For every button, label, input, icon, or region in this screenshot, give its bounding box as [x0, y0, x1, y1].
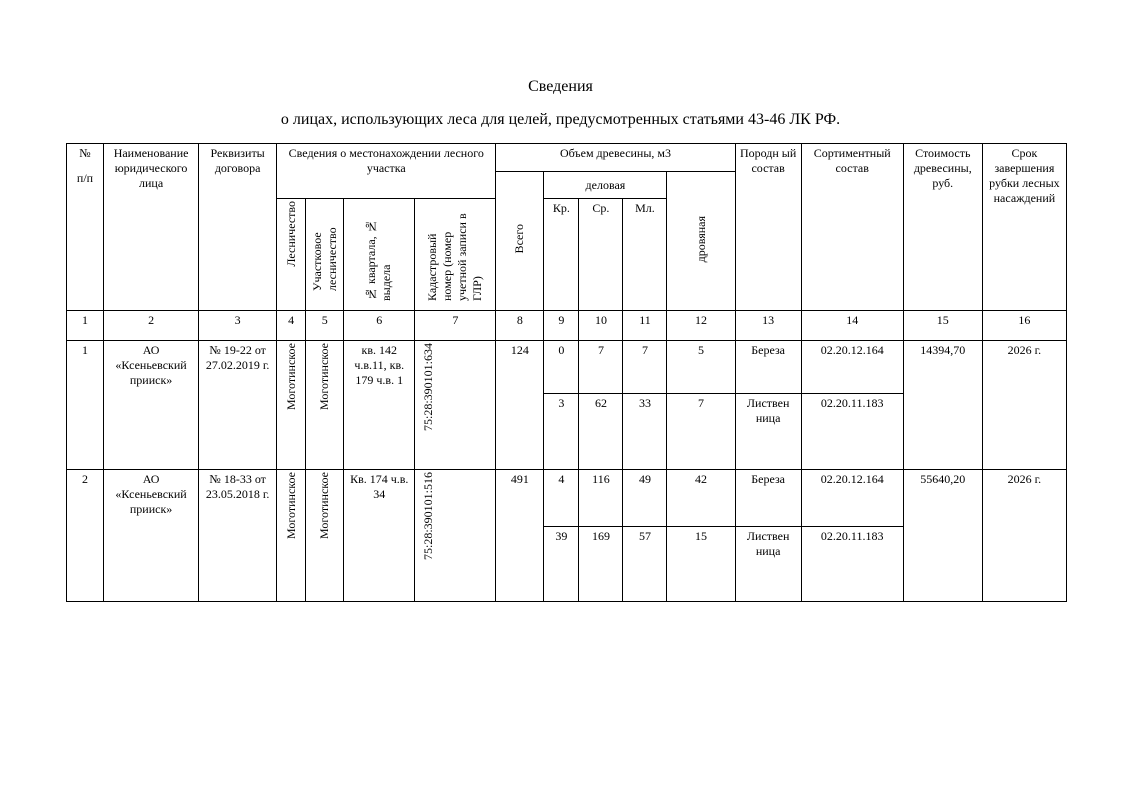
column-number: 2	[104, 311, 199, 341]
header-medium: Ср.	[579, 199, 623, 311]
column-number: 7	[415, 311, 496, 341]
header-quarter-label: № квартала, № выдела	[364, 219, 394, 301]
row-large: 4	[544, 470, 579, 527]
header-large: Кр.	[544, 199, 579, 311]
row-cadastral	[415, 341, 496, 470]
header-business: деловая	[544, 172, 667, 199]
row-cost: 55640,20	[903, 470, 982, 602]
column-number: 3	[199, 311, 277, 341]
row-species: Береза	[735, 470, 801, 527]
forest-users-table	[66, 143, 1067, 602]
row-forestry	[277, 341, 306, 470]
column-number: 4	[277, 311, 306, 341]
row-firewood: 15	[667, 527, 735, 602]
column-number: 9	[544, 311, 579, 341]
row-cost: 14394,70	[903, 341, 982, 470]
row-district	[306, 470, 344, 602]
column-number: 6	[344, 311, 415, 341]
column-number: 13	[735, 311, 801, 341]
header-firewood-label: дровяная	[693, 215, 708, 263]
row-small: 7	[623, 341, 667, 394]
row-deadline: 2026 г.	[982, 341, 1066, 470]
table-row	[67, 470, 1067, 527]
column-numbers-row	[67, 311, 1067, 341]
row-num: 1	[67, 341, 104, 470]
column-number: 14	[801, 311, 903, 341]
row-deadline: 2026 г.	[982, 470, 1066, 602]
row-district	[306, 341, 344, 470]
header-cost: Стоимость древесины, руб.	[903, 144, 982, 311]
column-number: 16	[982, 311, 1066, 341]
row-num: 2	[67, 470, 104, 602]
header-row-1	[67, 144, 1067, 172]
table-row	[67, 341, 1067, 394]
header-contract: Реквизиты договора	[199, 144, 277, 311]
column-number: 15	[903, 311, 982, 341]
header-district-label: Участковое лесничество	[309, 227, 339, 291]
row-cadastral-text: 75:28:390101:516	[421, 472, 436, 561]
header-num-sub: п/п	[76, 171, 94, 185]
column-number: 8	[496, 311, 544, 341]
row-large: 39	[544, 527, 579, 602]
row-district-text: Моготинское	[317, 472, 332, 539]
header-deadline: Срок завершения рубки лесных насаждений	[982, 144, 1066, 311]
column-number: 12	[667, 311, 735, 341]
row-firewood: 42	[667, 470, 735, 527]
row-name: АО «Ксеньевский прииск»	[104, 470, 199, 602]
row-forestry-text: Моготинское	[283, 472, 298, 539]
row-total: 491	[496, 470, 544, 602]
row-firewood: 7	[667, 394, 735, 470]
row-small: 57	[623, 527, 667, 602]
row-small: 49	[623, 470, 667, 527]
row-forestry	[277, 470, 306, 602]
column-number: 11	[623, 311, 667, 341]
row-quarter: Кв. 174 ч.в. 34	[344, 470, 415, 602]
row-contract: № 19-22 от 27.02.2019 г.	[199, 341, 277, 470]
header-district	[306, 199, 344, 311]
row-medium: 62	[579, 394, 623, 470]
header-num	[67, 144, 104, 311]
header-quarter	[344, 199, 415, 311]
header-assortment: Сортиментный состав	[801, 144, 903, 311]
header-total	[496, 172, 544, 311]
row-medium: 116	[579, 470, 623, 527]
row-contract: № 18-33 от 23.05.2018 г.	[199, 470, 277, 602]
row-assortment: 02.20.12.164	[801, 470, 903, 527]
header-firewood	[667, 172, 735, 311]
header-forestry-label: Лесничество	[283, 201, 298, 267]
header-forestry	[277, 199, 306, 311]
row-medium: 169	[579, 527, 623, 602]
row-species: Листвен ница	[735, 394, 801, 470]
header-volume: Объем древесины, м3	[496, 144, 735, 172]
header-name: Наименование юридического лица	[104, 144, 199, 311]
header-total-label: Всего	[512, 224, 527, 254]
row-species: Листвен ница	[735, 527, 801, 602]
row-quarter: кв. 142 ч.в.11, кв. 179 ч.в. 1	[344, 341, 415, 470]
document-subtitle: о лицах, использующих леса для целей, предусмотренных статьями 43-46 ЛК РФ.	[280, 111, 841, 128]
column-number: 1	[67, 311, 104, 341]
header-location: Сведения о местонахождении лесного участка	[277, 144, 496, 199]
row-small: 33	[623, 394, 667, 470]
document-title: Сведения	[528, 78, 593, 95]
column-number: 5	[306, 311, 344, 341]
row-large: 0	[544, 341, 579, 394]
header-cadastral-label: Кадастровый номер (номер учетной записи в ГЛР)	[425, 213, 485, 301]
row-medium: 7	[579, 341, 623, 394]
row-species: Береза	[735, 341, 801, 394]
row-name: АО «Ксеньевский прииск»	[104, 341, 199, 470]
row-cadastral	[415, 470, 496, 602]
row-assortment: 02.20.11.183	[801, 527, 903, 602]
row-total: 124	[496, 341, 544, 470]
column-number: 10	[579, 311, 623, 341]
row-district-text: Моготинское	[317, 343, 332, 410]
header-cadastral	[415, 199, 496, 311]
header-small: Мл.	[623, 199, 667, 311]
row-assortment: 02.20.11.183	[801, 394, 903, 470]
header-species: Породн ый состав	[735, 144, 801, 311]
row-large: 3	[544, 394, 579, 470]
row-firewood: 5	[667, 341, 735, 394]
row-assortment: 02.20.12.164	[801, 341, 903, 394]
row-forestry-text: Моготинское	[283, 343, 298, 410]
row-cadastral-text: 75:28:390101:634	[421, 343, 436, 432]
header-num-label: №	[79, 146, 91, 160]
